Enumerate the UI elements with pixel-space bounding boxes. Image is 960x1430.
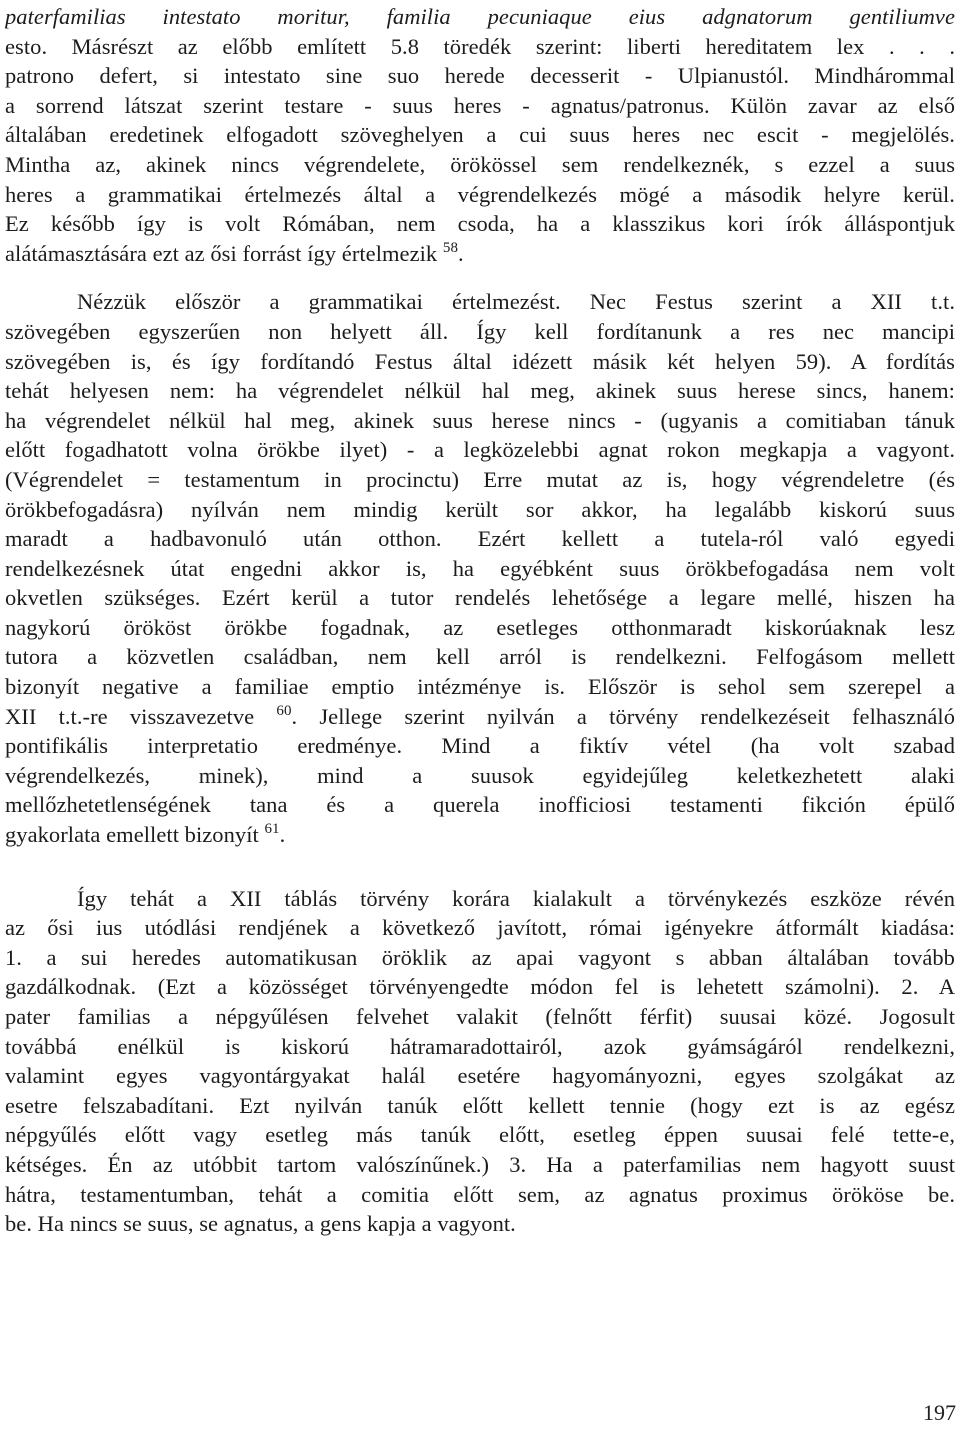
line-text: .: [458, 240, 464, 266]
text-line: a sorrend látszat szerint testare - suus heres - agnatus/patronus. Külön zavar az első: [5, 92, 955, 118]
text-line: Mintha az, akinek nincs végrendelete, örökössel sem rendelkeznék, s ezzel a suus: [5, 151, 955, 177]
text-line: Így tehát a XII táblás törvény korára kialakult a törvénykezés eszköze révén: [77, 885, 955, 911]
text-line: végrendelkezés, minek), mind a suusok egyidejűleg keletkezhetett alaki: [5, 762, 955, 788]
text-line: általában eredetinek elfogadott szöveghelyen a cui suus heres nec escit - megjelölés.: [5, 122, 955, 148]
text-line: előtt fogadhatott volna örökbe ilyet) - a legközelebbi agnat rokon megkapja a vagyont.: [5, 437, 955, 463]
text-line: be. Ha nincs se suus, se agnatus, a gens kapja a vagyont.: [5, 1211, 516, 1237]
text-line: rendelkezésnek útat engedni akkor is, ha egyébként suus örökbefogadása nem volt: [5, 555, 955, 581]
text-line: mellőzhetetlenségének tana és a querela inofficiosi testamenti fikción épülő: [5, 792, 955, 818]
text-line: [5, 239, 955, 269]
document-page: [5, 0, 955, 1239]
text-line: nagykorú örököst örökbe fogadnak, az esetleges otthonmaradt kiskorúaknak lesz: [5, 614, 955, 640]
text-line: továbbá enélkül is kiskorú hátramaradottairól, azok gyámságáról rendelkezni,: [5, 1033, 955, 1059]
text-line: pontifikális interpretatio eredménye. Mind a fiktív vétel (ha volt szabad: [5, 733, 955, 759]
footnote-marker: 60: [276, 702, 292, 719]
text-line: szövegében egyszerűen non helyett áll. Így kell fordítanunk a res nec mancipi: [5, 318, 955, 344]
paragraph-1: [5, 0, 955, 268]
text-line: szövegében is, és így fordítandó Festus által idézett másik két helyen 59). A fordítás: [5, 348, 955, 374]
text-line: maradt a hadbavonuló után otthon. Ezért kellett a tutela-ról való egyedi: [5, 526, 955, 552]
text-line: esto. Másrészt az előbb említett 5.8 töredék szerint: liberti hereditatem lex . . .: [5, 33, 955, 59]
paragraph-gap: [5, 268, 955, 287]
text-line: [5, 820, 955, 850]
line-text: alátámasztására ezt az ősi forrást így értelmezik: [5, 240, 438, 266]
text-line: Nézzük először a grammatikai értelmezést. Nec Festus szerint a XII t.t.: [77, 289, 955, 315]
paragraph-2: [5, 287, 955, 849]
text-line: bizonyít negative a familiae emptio intézménye is. Először is sehol sem szerepel a: [5, 674, 955, 700]
text-line: örökbefogadásra) nyílván nem mindig került sor akkor, ha legalább kiskorú suus: [5, 496, 955, 522]
footnote-marker: 58: [442, 239, 459, 256]
text-line: tehát helyesen nem: ha végrendelet nélkül hal meg, akinek suus herese sincs, hanem:: [5, 378, 955, 404]
text-line: kétséges. Én az utóbbit tartom valószínűnek.) 3. Ha a paterfamilias nem hagyott suust: [5, 1151, 955, 1177]
text-line: [5, 2, 955, 32]
paragraph-gap: [5, 850, 955, 884]
line-text: XII t.t.-re visszavezetve: [5, 703, 255, 729]
text-line: tutora a közvetlen családban, nem kell arról is rendelkezni. Felfogásom mellett: [5, 644, 955, 670]
text-line: (Végrendelet = testamentum in procinctu) Erre mutat az is, hogy végrendeletre (és: [5, 466, 955, 492]
text-line: pater familias a népgyűlésen felvehet valakit (felnőtt férfit) suusai közé. Jogosult: [5, 1004, 955, 1029]
latin-quote: paterfamilias intestato moritur, familia pecuniaque eius adgnatorum gentiliumve: [5, 4, 955, 29]
text-line: [5, 702, 955, 732]
text-line: 1. a sui heredes automatikusan öröklik az apai vagyont s abban általában tovább: [5, 944, 955, 970]
line-text: gyakorlata emellett bizonyít: [5, 822, 259, 848]
text-line: gazdálkodnak. (Ezt a közösséget törvényengedte módon fel is lehetett számolni). 2. A: [5, 974, 955, 1000]
text-line: Ez később így is volt Rómában, nem csoda, ha a klasszikus kori írók álláspontjuk: [5, 211, 955, 237]
text-line: okvetlen szükséges. Ezért kerül a tutor rendelés lehetősége a legare mellé, hiszen ha: [5, 585, 955, 611]
page-number: 197: [923, 1400, 956, 1425]
text-line: hátra, testamentumban, tehát a comitia előtt sem, az agnatus proximus örököse be.: [5, 1181, 955, 1207]
line-text: .: [279, 822, 286, 848]
text-line: heres a grammatikai értelmezés által a végrendelkezés mögé a második helyre kerül.: [5, 181, 955, 207]
text-line: az ősi ius utódlási rendjének a következő javított, római igényekre átformált kiadása:: [5, 915, 955, 941]
text-line: esetre felszabadítani. Ezt nyilván tanúk előtt kellett tennie (hogy ezt is az egész: [5, 1092, 955, 1118]
text-line: népgyűlés előtt vagy esetleg más tanúk előtt, esetleg éppen suusai felé tette-e,: [5, 1122, 955, 1148]
line-text: . Jellege szerint nyilván a törvény rendelkezéseit felhasználó: [291, 703, 955, 729]
text-line: patrono defert, si intestato sine suo herede decesserit - Ulpianustól. Mindhárommal: [5, 63, 955, 89]
footnote-marker: 61: [264, 821, 280, 838]
text-line: ha végrendelet nélkül hal meg, akinek suus herese nincs - (ugyanis a comitiaban tánuk: [5, 407, 955, 433]
paragraph-3: [5, 884, 955, 1239]
text-line: valamint egyes vagyontárgyakat halál esetére hagyományozni, egyes szolgákat az: [5, 1063, 955, 1089]
